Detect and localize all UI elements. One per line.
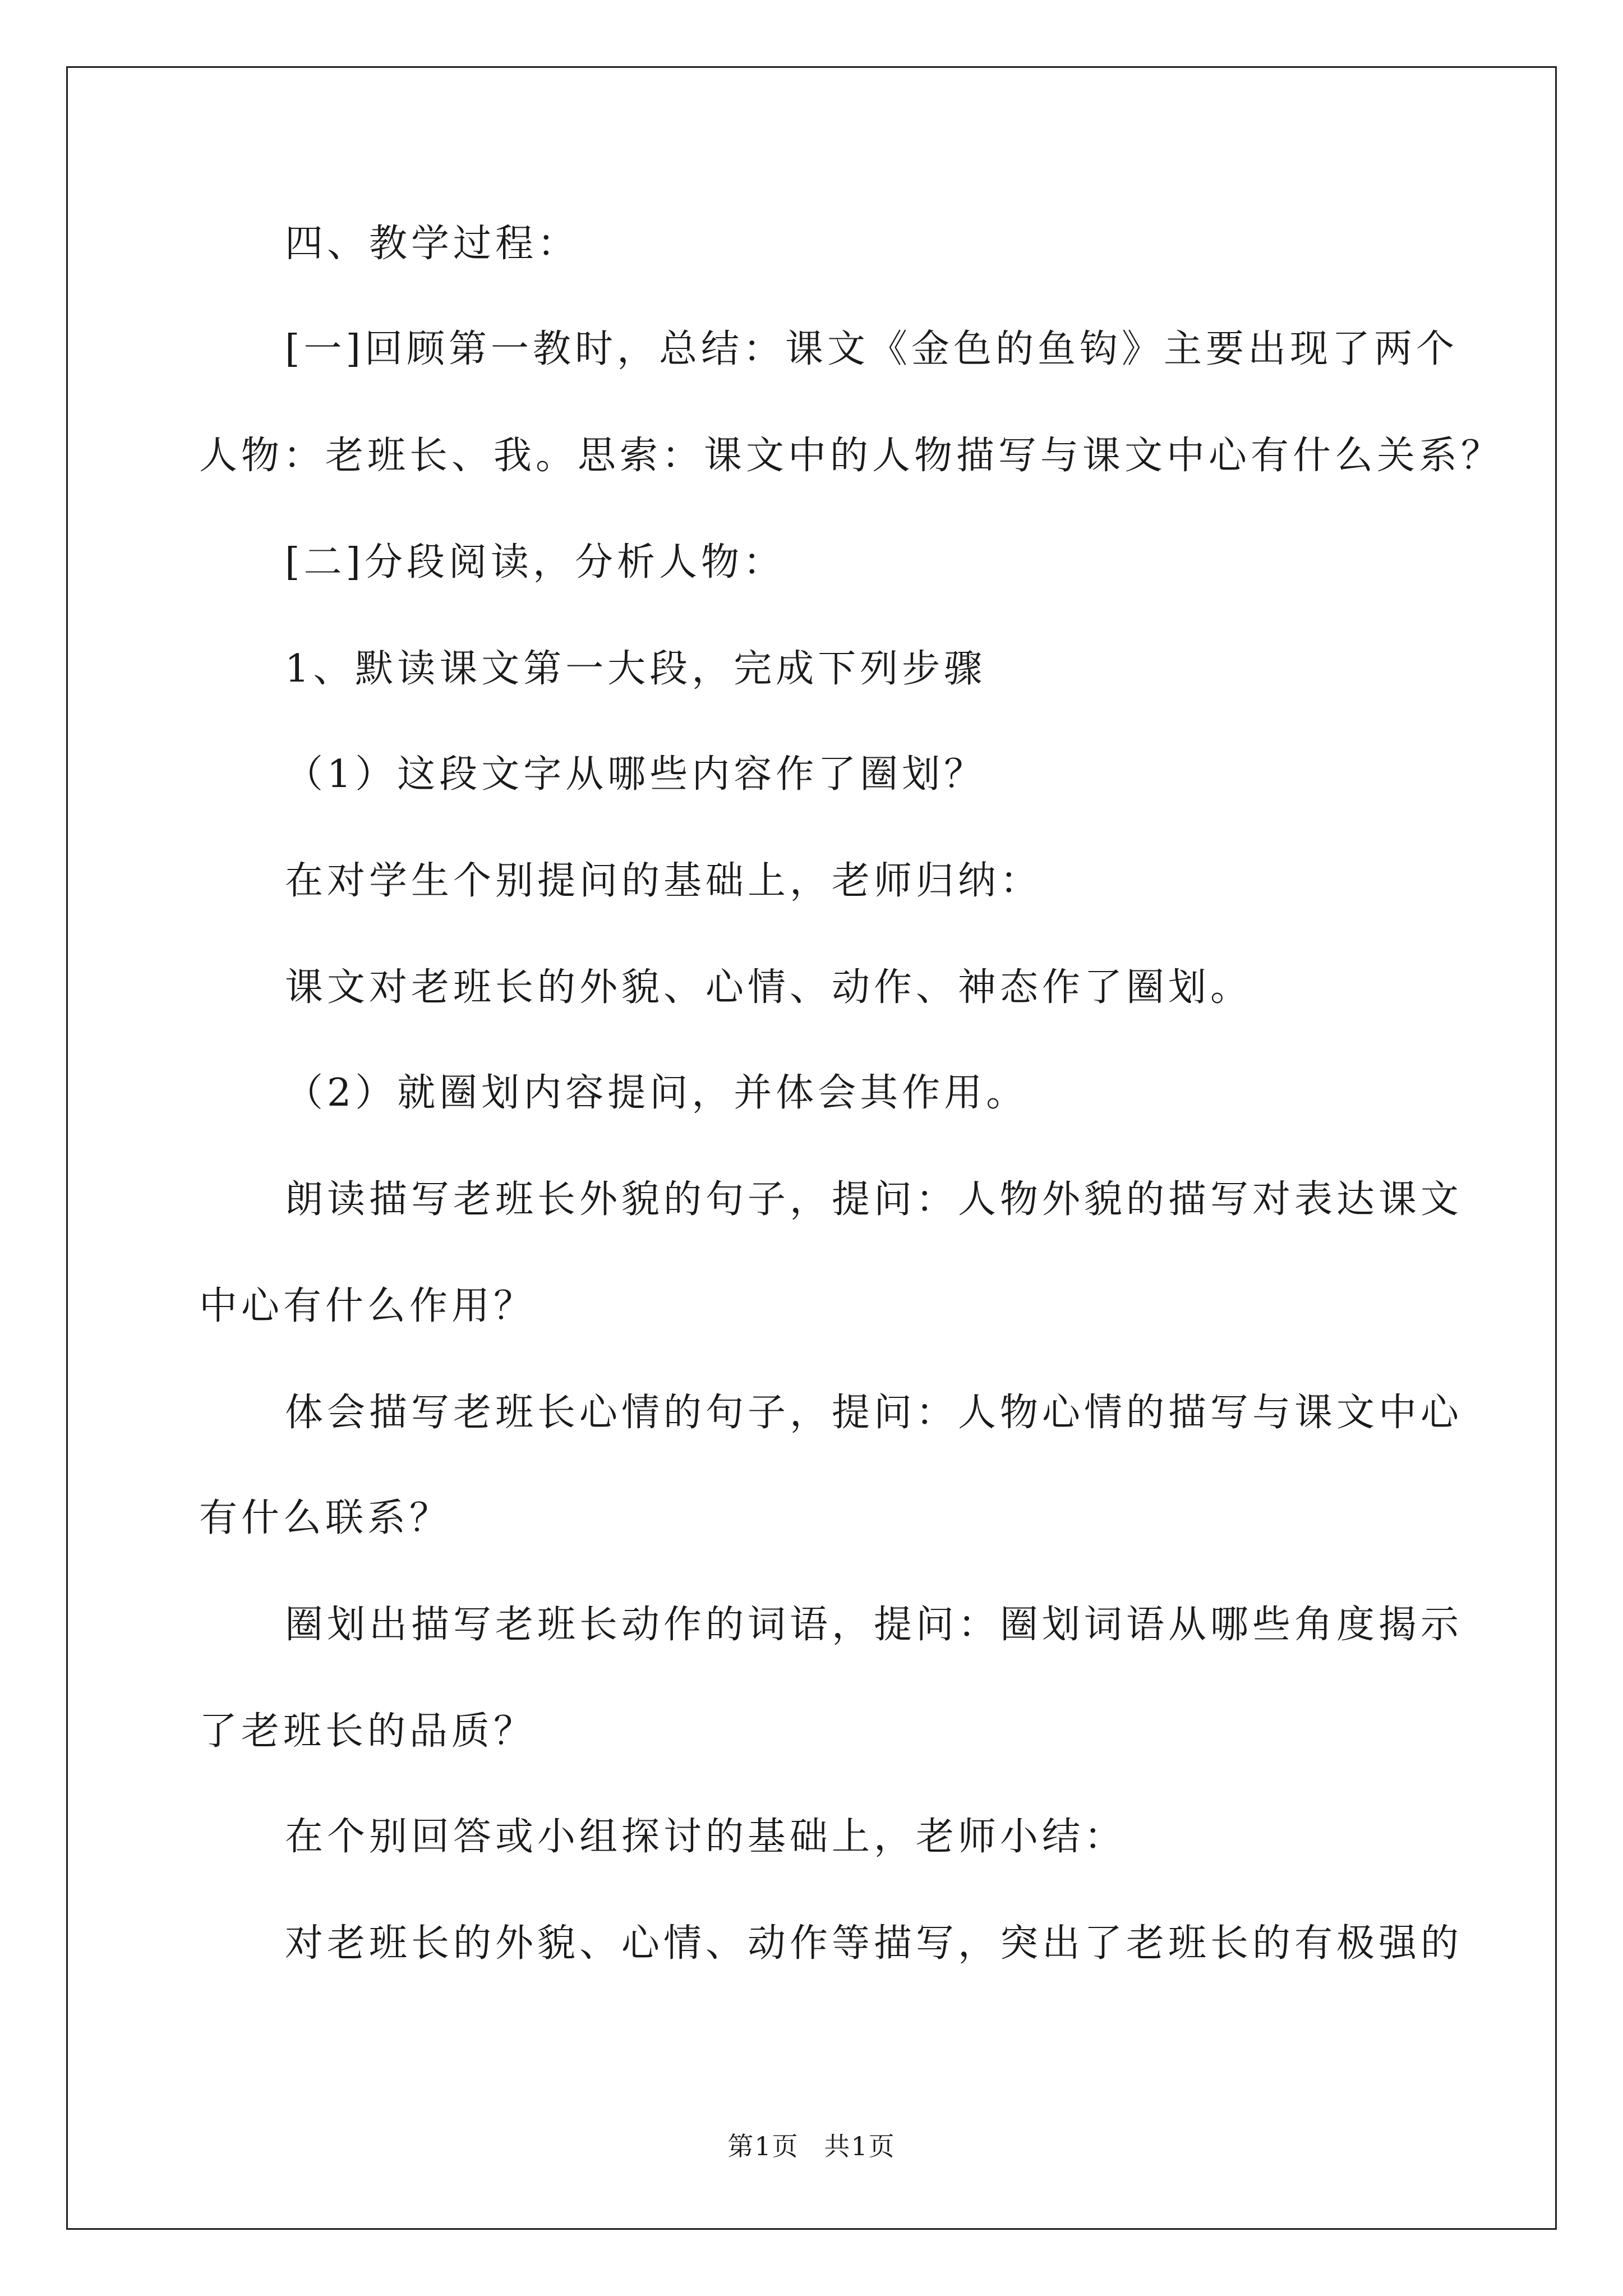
text-line: 四、教学过程： bbox=[285, 222, 580, 266]
text-line: 人物：老班长、我。思索：课文中的人物描写与课文中心有什么关系？ bbox=[199, 434, 1504, 478]
text-line: 在对学生个别提问的基础上，老师归纳： bbox=[285, 859, 1043, 903]
text-line: 了老班长的品质？ bbox=[199, 1709, 536, 1754]
text-line: [二]分段阅读，分析人物： bbox=[285, 540, 786, 585]
text-line: 对老班长的外貌、心情、动作等描写，突出了老班长的有极强的 bbox=[285, 1921, 1463, 1966]
text-line: （2）就圈划内容提问，并体会其作用。 bbox=[285, 1071, 1029, 1115]
page-footer bbox=[0, 2126, 1623, 2163]
text-line: 1、默读课文第一大段，完成下列步骤 bbox=[285, 647, 986, 691]
text-line: （1）这段文字从哪些内容作了圈划？ bbox=[285, 752, 986, 797]
text-line: 有什么联系？ bbox=[199, 1496, 452, 1540]
text-line: 在个别回答或小组探讨的基础上，老师小结： bbox=[285, 1815, 1127, 1859]
page-number: 第1页 bbox=[727, 2131, 799, 2161]
text-line: 体会描写老班长心情的句子，提问：人物心情的描写与课文中心 bbox=[285, 1391, 1463, 1435]
page-border bbox=[66, 66, 1557, 2230]
text-line: 课文对老班长的外貌、心情、动作、神态作了圈划。 bbox=[285, 965, 1253, 1010]
page-total: 共1页 bbox=[824, 2131, 896, 2161]
text-line: 圈划出描写老班长动作的词语，提问：圈划词语从哪些角度揭示 bbox=[285, 1603, 1463, 1647]
text-line: 朗读描写老班长外貌的句子，提问：人物外貌的描写对表达课文 bbox=[285, 1177, 1463, 1222]
text-line: [一]回顾第一教时，总结：课文《金色的鱼钩》主要出现了两个 bbox=[285, 327, 1459, 371]
text-line: 中心有什么作用？ bbox=[199, 1284, 536, 1328]
